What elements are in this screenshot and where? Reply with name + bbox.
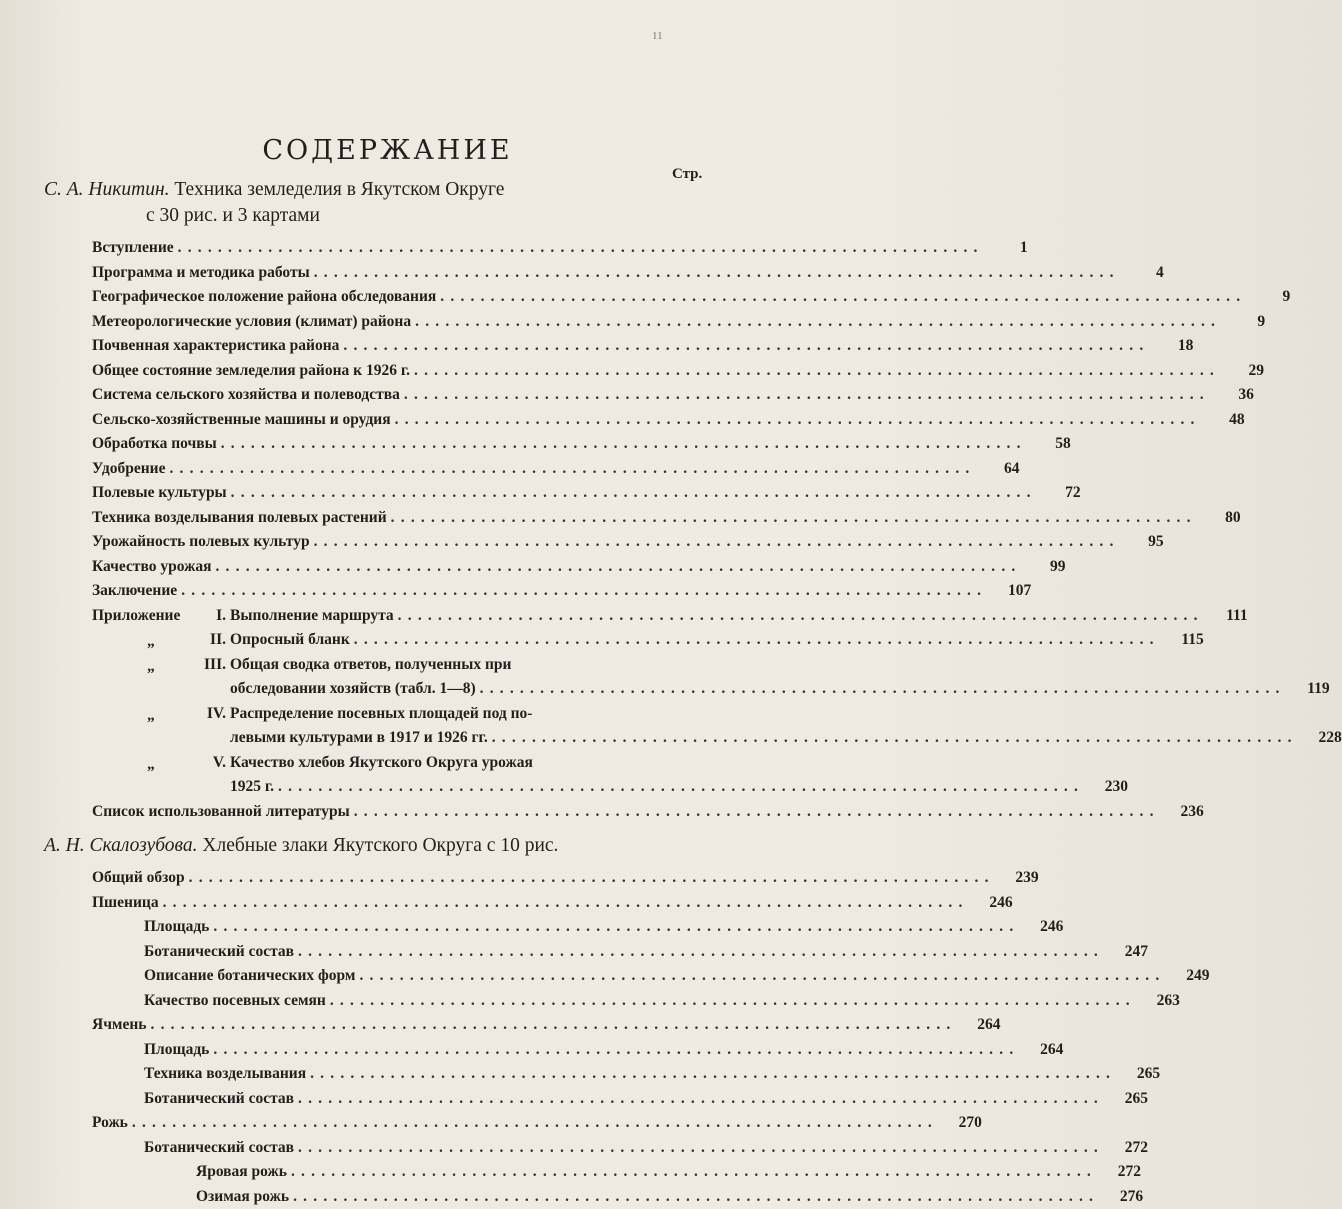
toc-entry <box>0 530 1164 554</box>
toc-entry <box>0 1136 1148 1160</box>
section-heading <box>44 177 707 203</box>
entry-page: 4 <box>1155 263 1164 281</box>
toc-entry <box>0 1038 1064 1062</box>
dot-leader: ................................................................................ <box>353 631 1160 648</box>
section-author: А. Н. Скалозубова. <box>44 835 198 856</box>
toc-entry <box>0 964 1210 988</box>
dot-leader: ................................................................................ <box>313 263 1120 281</box>
toc-entry <box>0 359 1264 383</box>
entry-label: Площадь <box>144 918 210 935</box>
entry-page: 228 <box>1318 729 1342 746</box>
toc-entry <box>0 866 1039 890</box>
section-heading <box>44 833 707 859</box>
appendix-number: III. <box>204 655 226 673</box>
entry-page: 119 <box>1307 680 1330 697</box>
dot-leader: ................................................................................ <box>491 729 1298 746</box>
toc-entry <box>0 891 1013 915</box>
dot-leader: ................................................................................ <box>390 508 1197 526</box>
dot-leader: ................................................................................ <box>414 361 1220 379</box>
entry-label: обследовании хозяйств (табл. 1—8) <box>230 680 476 697</box>
entry-page: 95 <box>1148 533 1164 550</box>
toc-entry <box>0 285 1291 309</box>
entry-label: Ботанический состав <box>144 942 294 960</box>
dot-leader: ................................................................................ <box>353 802 1160 820</box>
appendix-number: II. <box>210 631 226 648</box>
dot-leader: ................................................................................ <box>343 337 1150 354</box>
entry-label: 1925 г. <box>230 778 275 795</box>
entry-label: Выполнение маршрута <box>230 606 394 624</box>
dot-leader: ................................................................................ <box>188 869 995 886</box>
toc-entry <box>0 261 1164 285</box>
toc-entry <box>0 310 1266 334</box>
toc-entry <box>0 1013 1001 1037</box>
ditto-mark: „ <box>147 755 155 773</box>
toc-entry <box>0 334 1194 358</box>
entry-label: Распределение посевных площадей под по- <box>230 704 533 722</box>
entry-label: Географическое положение района обследования <box>92 288 437 305</box>
toc-entry <box>0 1087 1148 1111</box>
dot-leader: ................................................................................ <box>162 893 969 911</box>
entry-label: Рожь <box>92 1114 128 1131</box>
ditto-mark: „ <box>147 633 155 650</box>
entry-label: Метеорологические условия (климат) района <box>92 312 412 330</box>
appendix-label: Приложение <box>92 606 181 624</box>
dot-leader: ................................................................................ <box>278 778 1085 795</box>
entry-label: Площадь <box>144 1040 210 1058</box>
dot-leader: ................................................................................ <box>403 386 1210 403</box>
dot-leader: ................................................................................ <box>479 680 1286 697</box>
entry-label: Описание ботанических форм <box>144 967 356 984</box>
entry-label: Качество посевных семян <box>144 991 326 1009</box>
entry-page: 265 <box>1136 1065 1161 1082</box>
toc-entry <box>0 677 1330 701</box>
entry-page: 80 <box>1225 508 1241 526</box>
entry-page: 246 <box>1040 918 1064 935</box>
toc-entry <box>0 1185 1144 1209</box>
entry-page: 270 <box>958 1114 982 1131</box>
toc-entry <box>0 915 1064 939</box>
dot-leader: ................................................................................ <box>213 1040 1020 1058</box>
section-title: Техника земледелия в Якутском Округе <box>174 179 505 200</box>
toc-entry <box>0 940 1148 964</box>
ditto-mark: „ <box>147 657 155 675</box>
toc-entry <box>0 702 765 726</box>
toc-entry <box>0 1062 1161 1086</box>
entry-page: 236 <box>1180 802 1204 820</box>
dot-leader: ................................................................................ <box>169 459 976 477</box>
entry-page: 9 <box>1282 288 1291 305</box>
entry-label: Пшеница <box>92 893 159 911</box>
toc-entry <box>0 800 1204 824</box>
entry-label: Список использованной литературы <box>92 802 350 820</box>
entry-page: 249 <box>1186 967 1210 984</box>
entry-page: 1 <box>1019 239 1028 256</box>
dot-leader: ................................................................................ <box>298 942 1104 960</box>
entry-page: 99 <box>1049 557 1066 575</box>
toc-entry <box>0 579 1032 603</box>
entry-page: 239 <box>1015 869 1039 886</box>
entry-label: Ботанический состав <box>144 1138 294 1156</box>
dot-leader: ................................................................................ <box>150 1016 957 1033</box>
toc-entry <box>0 628 1204 652</box>
entry-page: 115 <box>1181 631 1204 648</box>
entry-page: 111 <box>1226 606 1248 624</box>
entry-label: Общий обзор <box>92 869 185 886</box>
dot-leader: ................................................................................ <box>215 557 1022 575</box>
entry-page: 72 <box>1065 484 1081 501</box>
entry-page: 263 <box>1156 991 1180 1009</box>
dot-leader: ................................................................................ <box>290 1163 1097 1180</box>
entry-page: 230 <box>1104 778 1129 795</box>
entry-page: 272 <box>1124 1138 1148 1156</box>
entry-label: Заключение <box>92 582 178 599</box>
toc-entry <box>0 726 1342 750</box>
entry-page: 272 <box>1117 1163 1141 1180</box>
entry-label: Яровая рожь <box>196 1163 287 1180</box>
section-heading <box>146 203 809 229</box>
entry-label: Опросный бланк <box>230 631 350 648</box>
entry-label: Вступление <box>92 239 174 256</box>
dot-leader: ................................................................................ <box>298 1089 1104 1107</box>
appendix-number: V. <box>212 753 226 771</box>
entry-label: Качество урожая <box>92 557 212 575</box>
toc-entry <box>0 1111 982 1135</box>
section-title: с 30 рис. и 3 картами <box>146 205 320 226</box>
entry-label: левыми культурами в 1917 и 1926 гг. <box>230 729 488 746</box>
section-title: Хлебные злаки Якутского Округа с 10 рис. <box>202 835 559 856</box>
ditto-mark: „ <box>147 706 155 724</box>
appendix-number: IV. <box>206 704 226 722</box>
dot-leader: ................................................................................ <box>359 967 1166 984</box>
section-author: С. А. Никитин. <box>44 179 170 200</box>
entry-label: Ячмень <box>92 1016 147 1033</box>
dot-leader: ................................................................................ <box>415 312 1222 330</box>
dot-leader: ................................................................................ <box>213 918 1020 935</box>
entry-label: Общее состояние земледелия района к 1926 г. <box>92 361 410 379</box>
toc-entry <box>0 457 1020 481</box>
toc-entry <box>0 383 1254 407</box>
dot-leader: ................................................................................ <box>131 1114 938 1131</box>
dot-leader: ................................................................................ <box>298 1138 1104 1156</box>
dot-leader: ................................................................................ <box>293 1187 1100 1205</box>
entry-page: 107 <box>1007 582 1032 599</box>
toc-entry <box>0 236 1028 260</box>
entry-label: Удобрение <box>92 459 166 477</box>
entry-page: 276 <box>1119 1187 1144 1205</box>
entry-label: Техника возделывания <box>144 1065 307 1082</box>
dot-leader: ................................................................................ <box>220 435 1027 452</box>
page-column-label: Стр. <box>672 166 703 182</box>
entry-page: 264 <box>1040 1040 1064 1058</box>
toc-entry <box>0 604 1248 628</box>
toc-entry <box>0 506 1241 530</box>
toc-entry <box>0 555 1066 579</box>
toc-entry <box>0 432 1071 456</box>
entry-label: Обработка почвы <box>92 435 217 452</box>
entry-page: 9 <box>1257 312 1266 330</box>
page-marker: 11 <box>652 30 663 42</box>
entry-page: 264 <box>977 1016 1001 1033</box>
entry-label: Ботанический состав <box>144 1089 294 1107</box>
toc-entry <box>0 751 765 775</box>
entry-label: Урожайность полевых культур <box>92 533 310 550</box>
entry-page: 247 <box>1124 942 1148 960</box>
entry-label: Почвенная характеристика района <box>92 337 340 354</box>
dot-leader: ................................................................................ <box>310 1065 1117 1082</box>
entry-page: 36 <box>1238 386 1254 403</box>
dot-leader: ................................................................................ <box>397 606 1204 624</box>
entry-page: 58 <box>1055 435 1071 452</box>
dot-leader: ................................................................................ <box>230 484 1037 501</box>
dot-leader: ................................................................................ <box>181 582 988 599</box>
entry-page: 48 <box>1229 410 1245 428</box>
entry-label: Система сельского хозяйства и полеводства <box>92 386 400 403</box>
page-title: СОДЕРЖАНИЕ <box>262 135 513 166</box>
toc-entry <box>0 653 765 677</box>
entry-label: Полевые культуры <box>92 484 227 501</box>
entry-label: Программа и методика работы <box>92 263 310 281</box>
entry-page: 265 <box>1124 1089 1148 1107</box>
entry-page: 18 <box>1177 337 1194 354</box>
dot-leader: ................................................................................ <box>313 533 1120 550</box>
entry-label: Озимая рожь <box>196 1187 290 1205</box>
toc-entry <box>0 989 1180 1013</box>
dot-leader: ................................................................................ <box>329 991 1136 1009</box>
dot-leader: ................................................................................ <box>394 410 1201 428</box>
toc-entry <box>0 1160 1141 1184</box>
entry-label: Качество хлебов Якутского Округа урожая <box>230 753 533 771</box>
entry-page: 29 <box>1248 361 1264 379</box>
entry-label: Сельско-хозяйственные машины и орудия <box>92 410 391 428</box>
entry-page: 64 <box>1003 459 1020 477</box>
toc-entry <box>0 775 1129 799</box>
entry-label: Техника возделывания полевых растений <box>92 508 387 526</box>
dot-leader: ................................................................................ <box>440 288 1247 305</box>
entry-page: 246 <box>989 893 1013 911</box>
entry-label: Общая сводка ответов, полученных при <box>230 655 512 673</box>
dot-leader: ................................................................................ <box>177 239 984 256</box>
appendix-number: I. <box>216 606 226 624</box>
toc-entry <box>0 481 1081 505</box>
toc-entry <box>0 408 1245 432</box>
